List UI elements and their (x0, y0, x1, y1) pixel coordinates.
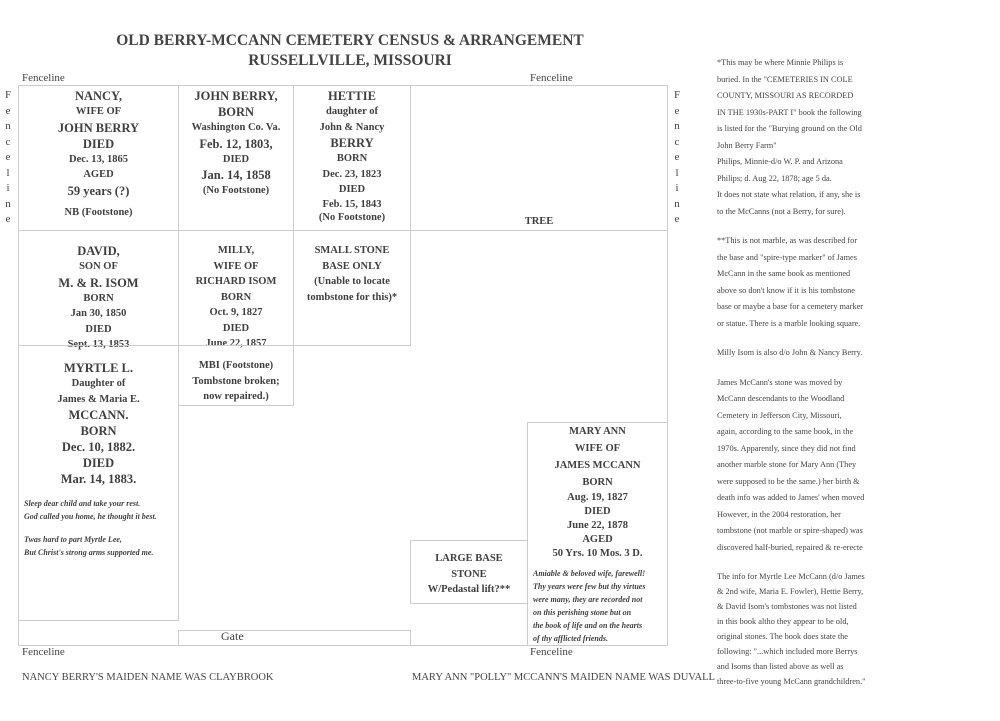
fence-letter: i (6, 182, 10, 194)
grave-text-line: STONE (451, 568, 487, 580)
note-line: or statue. There is a marble looking square. (717, 318, 861, 328)
tree-area (410, 85, 668, 231)
footnotes (717, 55, 992, 689)
grave-text-line: DIED (82, 136, 115, 151)
note-line: Philips, Minnie-d/o W. P. and Arizona (717, 157, 843, 166)
grave-text-line: James & Maria E. (57, 393, 140, 405)
fence-letter: n (674, 120, 680, 132)
grave-text-line: SMALL STONE (314, 245, 390, 256)
grave-hettie-berry (293, 85, 411, 231)
fence-letter: c (674, 135, 680, 148)
grave-text-line: JOHN BERRY (57, 120, 140, 135)
epitaph (533, 567, 667, 645)
note-line: McCann descendants to the Woodland (717, 394, 845, 403)
grave-text-line: Tombstone broken; (192, 375, 280, 387)
note-line: IN THE 1930s-PART I" book the following (717, 107, 862, 117)
grave-text-line: DAVID, (77, 244, 120, 258)
grave-text-line: Feb. 12, 1803, (199, 136, 273, 151)
grave-text-line: 59 years (?) (67, 183, 130, 198)
grave-text-line: BORN (83, 292, 114, 304)
note-line: three-to-five young McCann grandchildren." (717, 677, 866, 686)
grave-text-line: W/Pedastal lift?** (427, 584, 511, 595)
note-line: original stones. The book does state the (717, 632, 848, 641)
grave-text-line: BORN (582, 477, 613, 488)
note-line: death info was added to James' when moved (717, 493, 865, 502)
note-line: were supposed to be the same.) her birth & (717, 476, 860, 486)
epitaph-line: of thy afflicted friends. (533, 634, 608, 643)
grave-text-line: RICHARD ISOM (195, 276, 277, 287)
grave-text-line: JOHN BERRY, (194, 89, 278, 103)
epitaph-line: on this perishing stone but on (533, 608, 632, 617)
gate-label: Gate (221, 629, 244, 643)
note-line: following: "...which included more Berrys (717, 647, 858, 656)
grave-text-line: AGED (83, 169, 114, 180)
fence-letter: n (5, 120, 11, 132)
grave-text-line: Oct. 9, 1827 (209, 307, 263, 318)
grave-text-line: MARY ANN (569, 426, 626, 437)
note-line: COUNTY, MISSOURI AS RECORDED (717, 91, 854, 100)
fence-letter: e (5, 213, 11, 225)
note-line: Milly Isom is also d/o John & Nancy Berry. (717, 348, 863, 357)
fenceline-vertical-right (672, 88, 682, 228)
grave-text-line: WIFE OF (75, 106, 122, 117)
epitaph-line: were many, they are recorded not (533, 595, 643, 604)
grave-text-line: Dec. 13, 1865 (69, 153, 128, 165)
grave-text-line: Dec. 23, 1823 (322, 168, 382, 180)
grave-text-line: DIED (222, 322, 250, 334)
fenceline-label-top-left: Fenceline (22, 72, 65, 84)
gate (178, 630, 411, 646)
fence-letter: c (5, 135, 11, 148)
grave-david-isom (18, 230, 179, 350)
grave-text-line: daughter of (325, 106, 379, 117)
epitaph-line: Twas hard to part Myrtle Lee, (24, 535, 122, 544)
note-line: tombstone (not marble or spire-shaped) was (717, 526, 863, 535)
fence-letter: F (4, 89, 12, 101)
fence-letter: n (5, 197, 11, 210)
grave-text-line: MYRTLE L. (63, 361, 133, 375)
grave-text-line: MCCANN. (68, 408, 129, 422)
epitaph-line: Sleep dear child and take your rest. (24, 499, 141, 508)
grave-milly-isom (178, 230, 294, 349)
grave-text-line: tombstone for this)* (306, 291, 398, 303)
grave-text-line: John & Nancy (319, 121, 385, 133)
note-line: Philips; d. Aug 22, 1878; age 5 da. (717, 173, 832, 183)
grave-text-line: Jan 30, 1850 (70, 308, 127, 319)
note-line: & David Isom's tombstones was not listed (717, 602, 857, 611)
note-line: 1970s. Apparently, since they did not find (717, 443, 856, 453)
grave-text-line: Jan. 14, 1858 (201, 168, 271, 182)
grave-text-line: 50 Yrs. 10 Mos. 3 D. (552, 548, 643, 559)
grave-text-line: June 22, 1878 (567, 520, 628, 531)
grave-text-line: Dec. 10, 1882. (61, 440, 136, 454)
grave-text-line: BASE ONLY (322, 260, 382, 272)
note-line: is listed for the "Burying ground on the Old (717, 124, 862, 133)
epitaph (24, 497, 178, 559)
grave-text-line: (No Footstone) (318, 211, 386, 223)
tree-label: TREE (524, 216, 554, 227)
grave-text-line: (Unable to locate (314, 276, 390, 287)
page-subtitle: RUSSELLVILLE, MISSOURI (248, 52, 452, 69)
mbi-footstone (178, 345, 294, 406)
grave-nancy-berry (18, 85, 179, 231)
epitaph-line: Amiable & beloved wife, farewell! (533, 569, 646, 578)
note-line: The info for Myrtle Lee McCann (d/o James (717, 572, 865, 581)
note-line: above so don't know if it is his tombstone (717, 285, 855, 295)
fence-letter: e (674, 151, 680, 163)
note-line: in this book altho they appear to be old, (717, 617, 849, 626)
grave-text-line: SON OF (79, 261, 118, 272)
fence-letter: n (674, 197, 680, 210)
note-line: again, according to the same book, in the (717, 427, 854, 436)
grave-text-line: DIED (222, 153, 250, 165)
grave-text-line: BORN (217, 105, 255, 119)
grave-text-line: Feb. 15, 1843 (322, 198, 382, 210)
note-line: to the McCanns (not a Berry, for sure). (717, 206, 846, 216)
fence-letter: F (673, 89, 681, 101)
grave-text-line: June 22, 1857 (205, 338, 267, 349)
grave-text-line: Mar. 14, 1883. (60, 472, 137, 486)
grave-myrtle-mccann (18, 345, 179, 621)
grave-text-line: MILLY, (217, 245, 255, 256)
note-line: James McCann's stone was moved by (717, 377, 843, 387)
grave-text-line: BORN (80, 424, 117, 438)
note-line: However, in the 2004 restoration, her (717, 509, 841, 519)
grave-text-line: AGED (582, 534, 613, 545)
fenceline-vertical-left (3, 88, 13, 228)
fence-letter: e (674, 104, 680, 117)
grave-text-line: BORN (220, 291, 252, 303)
note-line: & 2nd wife, Maria E. Fowler), Hettie Berry, (717, 587, 864, 596)
fence-letter: e (674, 213, 680, 225)
fenceline-label-top-right: Fenceline (530, 72, 573, 84)
grave-text-line: Aug. 19, 1827 (567, 492, 628, 503)
grave-text-line: (No Footstone) (202, 185, 270, 196)
epitaph-line: Thy years were few but thy virtues (533, 582, 646, 591)
large-base-stone (410, 540, 528, 604)
grave-text-line: DIED (85, 323, 112, 335)
note-line: John Berry Farm" (717, 140, 777, 150)
fence-letter: l (6, 166, 10, 179)
fenceline-label-bottom-right: Fenceline (530, 646, 573, 658)
grave-text-line: HETTIE (328, 89, 376, 103)
grave-mary-ann-mccann (527, 422, 668, 646)
grave-text-line: WIFE OF (213, 260, 259, 272)
note-line: *This may be where Minnie Philips is (717, 58, 844, 67)
page-title: OLD BERRY-MCCANN CEMETERY CENSUS & ARRANGEMENT (116, 32, 584, 49)
note-line: It does not state what relation, if any, she is (717, 190, 861, 199)
note-line: Cemetery in Jefferson City, Missouri, (717, 410, 842, 420)
footer-note-right: MARY ANN "POLLY" MCCANN'S MAIDEN NAME WAS DUVALL (412, 672, 715, 683)
note-line: buried. In the "CEMETERIES IN COLE (717, 74, 853, 84)
note-line: the base and "spire-type marker" of James (717, 252, 857, 262)
epitaph-line: God called you home, he thought it best. (24, 512, 157, 521)
grave-text-line: LARGE BASE (435, 553, 503, 564)
fence-letter: e (5, 151, 11, 163)
fence-letter: l (675, 166, 679, 179)
note-line: another marble stone for Mary Ann (They (717, 460, 857, 469)
grave-text-line: NB (Footstone) (64, 206, 133, 218)
epitaph-line: But Christ's strong arms supported me. (24, 548, 154, 557)
grave-text-line: JAMES MCCANN (554, 460, 641, 471)
small-stone-base (293, 230, 411, 346)
fence-letter: i (675, 182, 679, 194)
footer-note-left: NANCY BERRY'S MAIDEN NAME WAS CLAYBROOK (22, 672, 274, 683)
grave-text-line: DIED (584, 506, 611, 517)
grave-text-line: Daughter of (71, 378, 126, 389)
grave-john-berry (178, 85, 294, 231)
grave-text-line: M. & R. ISOM (58, 275, 139, 290)
grave-text-line: Washington Co. Va. (191, 122, 281, 133)
grave-text-line: DIED (338, 184, 366, 195)
note-line: base or maybe a base for a cemetery marker (717, 302, 864, 311)
grave-text-line: now repaired.) (203, 391, 269, 402)
grave-text-line: WIFE OF (574, 443, 621, 454)
grave-text-line: DIED (82, 456, 115, 470)
grave-text-line: NANCY, (74, 89, 123, 103)
grave-text-line: Sept. 13, 1853 (67, 339, 130, 350)
grave-text-line: MBI (Footstone) (198, 360, 274, 371)
fence-letter: e (5, 104, 11, 117)
note-line: **This is not marble, as was described for (717, 236, 858, 245)
note-line: McCann in the same book as mentioned (717, 269, 851, 278)
note-line: and Isoms than listed above as well as (717, 662, 844, 671)
note-line: discovered half-buried, repaired & re-erecte (717, 542, 863, 552)
grave-text-line: BORN (336, 153, 368, 164)
grave-text-line: BERRY (330, 136, 374, 150)
epitaph-line: the book of life and on the hearts (533, 621, 643, 630)
fenceline-label-bottom-left: Fenceline (22, 646, 65, 658)
